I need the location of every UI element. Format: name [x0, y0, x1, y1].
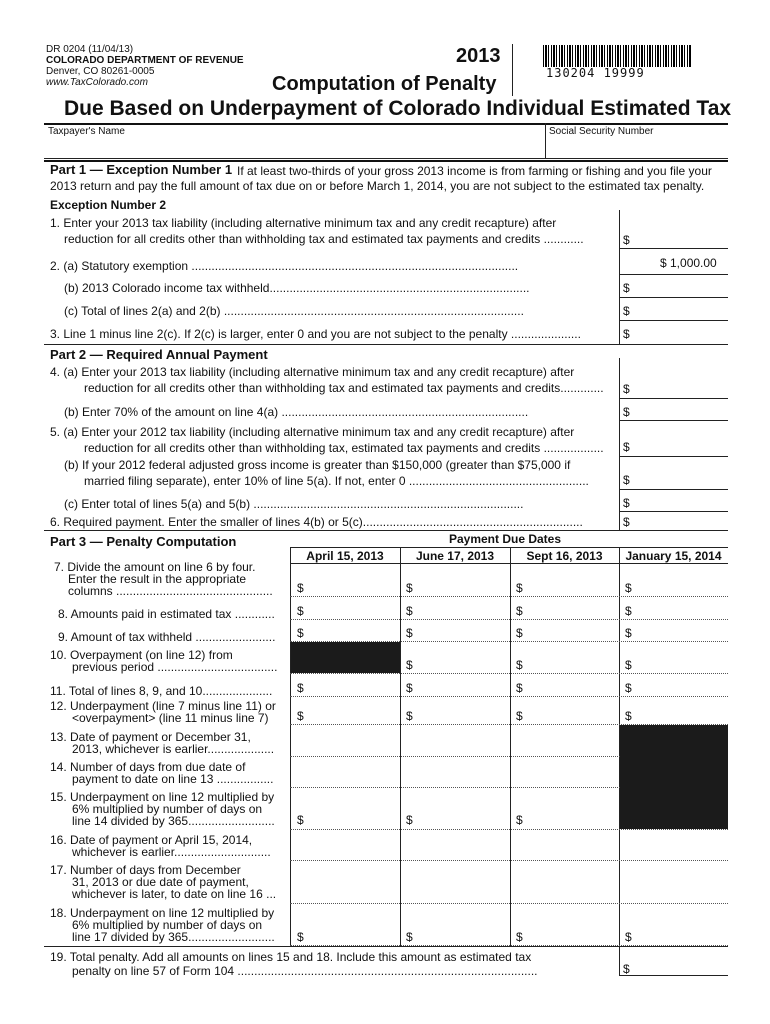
- line5a-label-b: reduction for all credits other than withholding tax, estimated tax payments and credits ..................: [84, 441, 604, 455]
- line7-col1-field[interactable]: [305, 580, 398, 595]
- ssn-field[interactable]: [548, 138, 726, 156]
- line1-field[interactable]: [632, 231, 726, 247]
- line9-col1-dollar: $: [297, 626, 304, 640]
- line8-col3-field[interactable]: [524, 603, 617, 618]
- line11-label: 11. Total of lines 8, 9, and 10.....................: [50, 684, 273, 698]
- line15-col3-dollar: $: [516, 813, 523, 827]
- line17-label-3: whichever is later, to date on line 16 ...: [72, 887, 277, 901]
- line8-col4-dollar: $: [625, 604, 632, 618]
- line9-col4-field[interactable]: [633, 625, 726, 640]
- line1-label-a: 1. Enter your 2013 tax liability (including alternative minimum tax and any credit recapture) after: [50, 216, 557, 230]
- line12-col3-dollar: $: [516, 709, 523, 723]
- line18-col1-field[interactable]: [305, 929, 398, 944]
- line17-label-1: 17. Number of days from December: [50, 863, 241, 877]
- line3-label: 3. Line 1 minus line 2(c). If 2(c) is larger, enter 0 and you are not subject to the penalty .....................: [50, 327, 581, 341]
- line12-col4-field[interactable]: [633, 708, 726, 723]
- line16-label-1: 16. Date of payment or April 15, 2014,: [50, 833, 253, 847]
- line5c-field[interactable]: [632, 494, 726, 510]
- line9-col3-dollar: $: [516, 626, 523, 640]
- line17-col4-field[interactable]: [621, 887, 726, 902]
- line8-col1-field[interactable]: [305, 603, 398, 618]
- tax-year: 2013: [456, 45, 501, 67]
- form-title-line1: Computation of Penalty: [272, 73, 497, 95]
- line4b-field[interactable]: [632, 403, 726, 419]
- line16-col3-field[interactable]: [512, 844, 617, 859]
- line5b-field[interactable]: [632, 471, 726, 487]
- line4b-label: (b) Enter 70% of the amount on line 4(a) ..........................................................................: [64, 405, 529, 419]
- line8-col2-field[interactable]: [414, 603, 508, 618]
- line13-label-1: 13. Date of payment or December 31,: [50, 730, 251, 744]
- line9-label: 9. Amount of tax withheld ........................: [58, 630, 276, 644]
- line7-col2-dollar: $: [406, 581, 413, 595]
- line5b-label-a: (b) If your 2012 federal adjusted gross income is greater than $150,000 (greater than $75,000 if: [64, 458, 571, 472]
- line12-col2-field[interactable]: [414, 708, 508, 723]
- line18-col2-field[interactable]: [414, 929, 508, 944]
- column-header-4: January 15, 2014: [625, 549, 722, 563]
- line5c-label: (c) Enter total of lines 5(a) and 5(b) .................................................................................: [64, 497, 524, 511]
- line17-col1-field[interactable]: [292, 887, 398, 902]
- line12-col1-field[interactable]: [305, 708, 398, 723]
- line19-label-a: 19. Total penalty. Add all amounts on lines 15 and 18. Include this amount as estimated tax: [50, 950, 532, 964]
- line12-label-1: 12. Underpayment (line 7 minus line 11) or: [50, 699, 276, 713]
- line2b-field[interactable]: [632, 279, 726, 295]
- line18-label-2: 6% multiplied by number of days on: [72, 918, 263, 932]
- lines13-15-col4-blocked: [620, 725, 728, 829]
- line2b-label: (b) 2013 Colorado income tax withheld..............................................................................: [64, 281, 530, 295]
- line18-label-3: line 17 divided by 365..........................: [72, 930, 275, 944]
- line10-label-1: 10. Overpayment (on line 12) from: [50, 648, 233, 662]
- line12-col1-dollar: $: [297, 709, 304, 723]
- line2c-label: (c) Total of lines 2(a) and 2(b) ..........................................................................................: [64, 304, 524, 318]
- taxpayer-name-label: Taxpayer's Name: [48, 126, 125, 137]
- line10-col2-field[interactable]: [414, 657, 508, 672]
- column-header-3: Sept 16, 2013: [526, 549, 603, 563]
- line2a-label: 2. (a) Statutory exemption ..................................................................................................: [50, 259, 519, 273]
- line15-label-1: 15. Underpayment on line 12 multiplied by: [50, 790, 275, 804]
- line13-col2-field[interactable]: [402, 740, 508, 755]
- line2c-field[interactable]: [632, 302, 726, 318]
- line11-col1-field[interactable]: [305, 680, 398, 695]
- line14-label-2: payment to date on line 13 .................: [72, 772, 274, 786]
- line14-col3-field[interactable]: [512, 771, 617, 786]
- line10-col1-blocked: [291, 642, 400, 673]
- line8-col1-dollar: $: [297, 604, 304, 618]
- line13-col3-field[interactable]: [512, 740, 617, 755]
- line5b-dollar: $: [623, 473, 630, 487]
- line5a-dollar: $: [623, 440, 630, 454]
- line11-col4-field[interactable]: [633, 680, 726, 695]
- line15-label-2: 6% multiplied by number of days on: [72, 802, 263, 816]
- line11-col1-dollar: $: [297, 681, 304, 695]
- line1-dollar: $: [623, 233, 630, 247]
- form-title-line2: Due Based on Underpayment of Colorado Individual Estimated Tax: [64, 97, 732, 120]
- line11-col3-dollar: $: [516, 681, 523, 695]
- line10-col3-dollar: $: [516, 658, 523, 672]
- form-id: DR 0204 (11/04/13): [46, 44, 134, 55]
- line12-col3-field[interactable]: [524, 708, 617, 723]
- line13-label-2: 2013, whichever is earlier....................: [72, 742, 275, 756]
- line14-col2-field[interactable]: [402, 771, 508, 786]
- barcode-number: 130204 19999: [546, 66, 645, 80]
- line18-col3-field[interactable]: [524, 929, 617, 944]
- line18-col3-dollar: $: [516, 930, 523, 944]
- line5c-dollar: $: [623, 496, 630, 510]
- line10-col4-field[interactable]: [633, 657, 726, 672]
- line12-col4-dollar: $: [625, 709, 632, 723]
- line10-label-2: previous period ....................................: [72, 660, 278, 674]
- line2b-dollar: $: [623, 281, 630, 295]
- line17-label-2: 31, 2013 or due date of payment,: [72, 875, 249, 889]
- line10-col2-dollar: $: [406, 658, 413, 672]
- line8-col3-dollar: $: [516, 604, 523, 618]
- line8-col2-dollar: $: [406, 604, 413, 618]
- line13-col1-field[interactable]: [292, 740, 398, 755]
- barcode: [543, 45, 691, 67]
- line6-field[interactable]: [632, 513, 726, 528]
- line9-col4-dollar: $: [625, 626, 632, 640]
- part1-intro-a: If at least two-thirds of your gross 2013 income is from farming or fishing and you file your: [237, 164, 712, 178]
- ssn-label: Social Security Number: [549, 126, 654, 137]
- line15-col1-dollar: $: [297, 813, 304, 827]
- line8-col4-field[interactable]: [633, 603, 726, 618]
- line5b-label-b: married filing separate), enter 10% of line 5(a). If not, enter 0 ......................................................: [84, 474, 589, 488]
- line10-col4-dollar: $: [625, 658, 632, 672]
- line7-label-3: columns ...............................................: [68, 584, 273, 598]
- part1-heading: Part 1 — Exception Number 1: [50, 162, 233, 177]
- line2c-dollar: $: [623, 304, 630, 318]
- line11-col3-field[interactable]: [524, 680, 617, 695]
- line11-col4-dollar: $: [625, 681, 632, 695]
- line18-col4-dollar: $: [625, 930, 632, 944]
- payment-due-dates-label: Payment Due Dates: [448, 532, 562, 546]
- line16-col4-field[interactable]: [621, 844, 726, 859]
- line14-col1-field[interactable]: [292, 771, 398, 786]
- line15-col3-field[interactable]: [524, 812, 617, 827]
- line7-col4-dollar: $: [625, 581, 632, 595]
- line17-col2-field[interactable]: [402, 887, 508, 902]
- line12-col2-dollar: $: [406, 709, 413, 723]
- line11-col2-field[interactable]: [414, 680, 508, 695]
- line7-col1-dollar: $: [297, 581, 304, 595]
- line6-label: 6. Required payment. Enter the smaller of lines 4(b) or 5(c)..................................................................: [50, 515, 583, 529]
- line14-label-1: 14. Number of days from due date of: [50, 760, 246, 774]
- line16-col1-field[interactable]: [292, 844, 398, 859]
- line3-field[interactable]: [632, 325, 726, 341]
- line5a-label-a: 5. (a) Enter your 2012 tax liability (including alternative minimum tax and any credit recapture) after: [50, 425, 575, 439]
- line4a-field[interactable]: [632, 380, 726, 396]
- line2a-value: $ 1,000.00: [660, 256, 717, 270]
- part1-intro-b: 2013 return and pay the full amount of tax due on or before March 1, 2014, you are not subject to the estimated tax penalty.: [50, 179, 705, 193]
- line3-dollar: $: [623, 327, 630, 341]
- department-name: COLORADO DEPARTMENT OF REVENUE: [46, 55, 244, 66]
- line9-col1-field[interactable]: [305, 625, 398, 640]
- line11-col2-dollar: $: [406, 681, 413, 695]
- column-header-1: April 15, 2013: [306, 549, 384, 563]
- part3-heading: Part 3 — Penalty Computation: [50, 534, 237, 549]
- line6-dollar: $: [623, 515, 630, 529]
- line19-dollar: $: [623, 962, 630, 976]
- line12-label-2: <overpayment> (line 11 minus line 7): [72, 711, 269, 725]
- line9-col2-field[interactable]: [414, 625, 508, 640]
- line10-col3-field[interactable]: [524, 657, 617, 672]
- department-address: Denver, CO 80261-0005: [46, 66, 155, 77]
- line18-col2-dollar: $: [406, 930, 413, 944]
- column-header-2: June 17, 2013: [415, 549, 495, 563]
- line4a-dollar: $: [623, 382, 630, 396]
- line4a-label-b: reduction for all credits other than withholding tax and estimated tax payments and credits.............: [84, 381, 604, 395]
- line15-col1-field[interactable]: [305, 812, 398, 827]
- line9-col2-dollar: $: [406, 626, 413, 640]
- line4b-dollar: $: [623, 405, 630, 419]
- taxpayer-name-field[interactable]: [46, 138, 542, 156]
- line5a-field[interactable]: [632, 438, 726, 454]
- line18-col4-field[interactable]: [633, 929, 726, 944]
- line1-label-b: reduction for all credits other than withholding tax and estimated tax payments and credits ............: [64, 232, 584, 246]
- line19-label-b: penalty on line 57 of Form 104 ..........................................................................................: [72, 964, 538, 978]
- line16-label-2: whichever is earlier.............................: [72, 845, 271, 859]
- department-website: www.TaxColorado.com: [46, 77, 148, 88]
- exception2-heading: Exception Number 2: [50, 198, 167, 212]
- line18-col1-dollar: $: [297, 930, 304, 944]
- line4a-label-a: 4. (a) Enter your 2013 tax liability (including alternative minimum tax and any credit recapture) after: [50, 365, 575, 379]
- line7-label-1: 7. Divide the amount on line 6 by four.: [54, 560, 256, 574]
- line15-col2-dollar: $: [406, 813, 413, 827]
- part2-heading: Part 2 — Required Annual Payment: [50, 347, 268, 362]
- line15-label-3: line 14 divided by 365..........................: [72, 814, 275, 828]
- line7-col3-dollar: $: [516, 581, 523, 595]
- line7-col4-field[interactable]: [633, 580, 726, 595]
- line7-col3-field[interactable]: [524, 580, 617, 595]
- line15-col2-field[interactable]: [414, 812, 508, 827]
- line19-field[interactable]: [632, 960, 726, 974]
- line8-label: 8. Amounts paid in estimated tax ............: [58, 607, 275, 621]
- line17-col3-field[interactable]: [512, 887, 617, 902]
- line9-col3-field[interactable]: [524, 625, 617, 640]
- line7-col2-field[interactable]: [414, 580, 508, 595]
- line7-label-2: Enter the result in the appropriate: [68, 572, 247, 586]
- line16-col2-field[interactable]: [402, 844, 508, 859]
- line18-label-1: 18. Underpayment on line 12 multiplied by: [50, 906, 275, 920]
